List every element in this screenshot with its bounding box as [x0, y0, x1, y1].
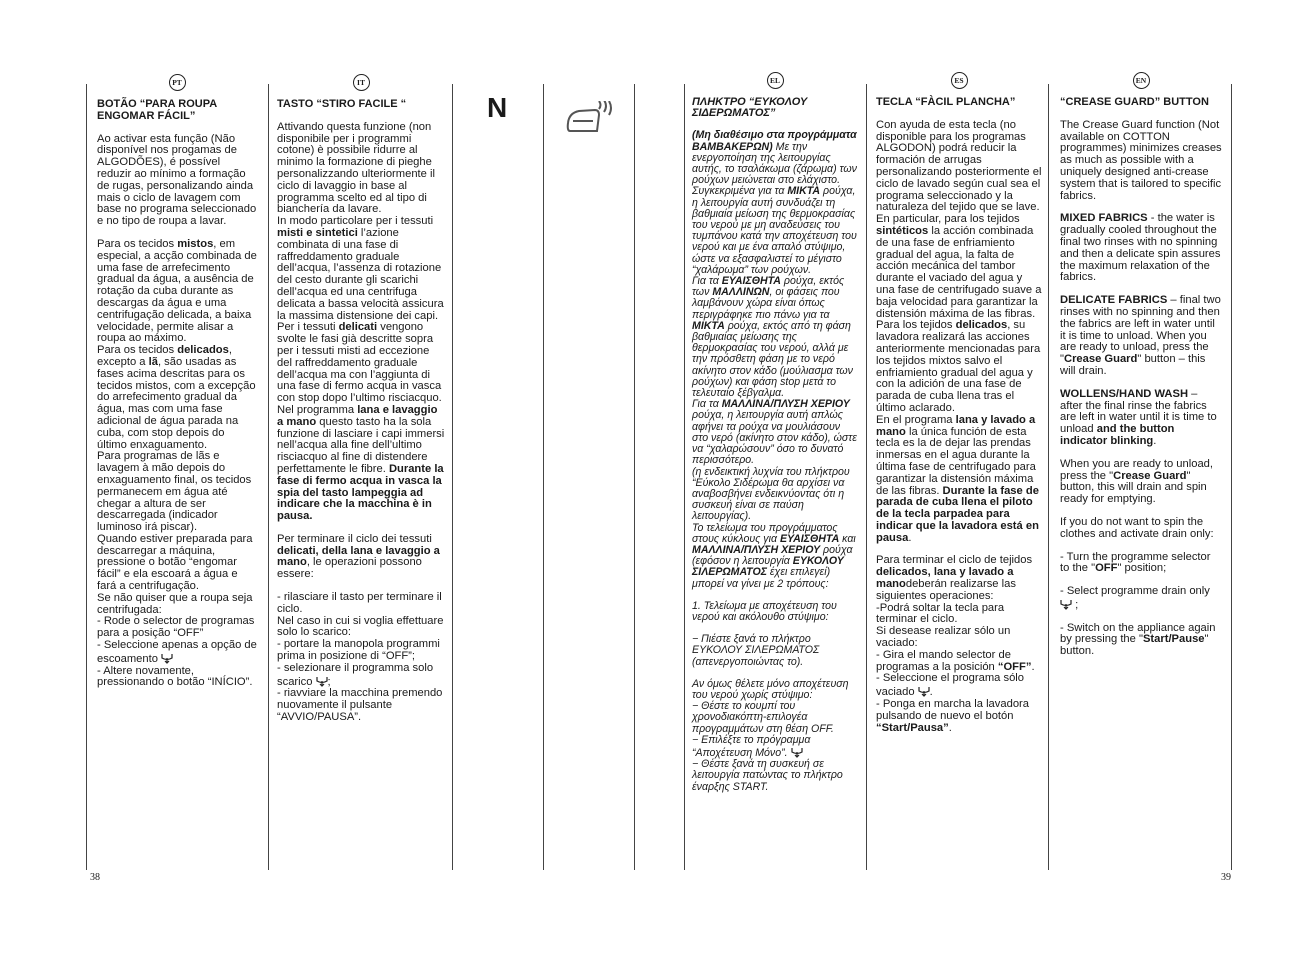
paragraph: The Crease Guard function (Not available on COTTON programmes) minimizes creases as much as possible with a uniquely designed anti-crease system that is tailored to specific fabrics. — [1060, 118, 1222, 202]
paragraph: − Πιέστε ξανά το πλήκτρο ΕΥΚΟΛΟΥ ΣΙΛΕΡΩΜΑΤΟΣ (απενεργοποιώντας το). — [692, 633, 820, 668]
paragraph: Per i tessuti delicati vengono svolte le fasi già descritte sopra per i tessuti misti ad eccezione del raffreddamento graduale dell’acqua ma con l’aggiunta di una fase di fermo acqua in vasca con stop dopo l’ultimo risciacquo. — [277, 321, 442, 405]
paragraph: Nel programma lana e lavaggio a mano questo tasto ha la sola funzione di lasciare i capi immersi nell’acqua alla fine dell’ultimo risciacquo al fine di distendere perfettamente le fibre. Durante la fase di fermo acqua in vasca la spia del tasto lampeggia ad indicare che la macchina è in pausa. — [277, 403, 445, 523]
column-el — [692, 72, 858, 793]
drain-icon — [316, 675, 328, 687]
column-it — [277, 74, 445, 724]
language-badge-es: ES — [951, 72, 968, 89]
paragraph: Για τα ΕΥΑΙΣΘΗΤΑ ρούχα, εκτός των ΜΑΛΛΙΝΩΝ, οι φάσεις που λαμβάνουν χώρα είναι όπως περιγράφηκε πιο πάνω για τα ΜΙΚΤΑ ρούχα, εκτός από τη φάση βαθμιαίας μείωσης της θερμοκρασίας του νερού, αλλά με την πρόσθετη φάση με το νερό ακίνητο στον κάδο (μούλιασμα των ρούχων) και φάση stop μετά το τελευταίο ξέβγαλμα. — [692, 275, 853, 400]
paragraph: En particular, para los tejidos sintéticos la acción combinada de una fase de enfriamiento gradual del agua, la falta de acción mecánica del tambor durante el vaciado del agua y una fase de centrifugado suave a baja velocidad para garantizar la distensión máxima de las fibras. — [876, 213, 1042, 320]
paragraph: - Select programme drain only ; — [1060, 585, 1210, 611]
column-divider — [634, 84, 635, 870]
column-divider — [268, 84, 269, 870]
paragraph: Για τα ΜΑΛΛΙΝΑ/ΠΛΥΣΗ ΧΕΡΙΟΥ ρούχα, η λειτουργία αυτή απλώς αφήνει τα ρούχα να μουλιάσουν στο νερό (ακίνητο στον κάδο), ώστε να “χαλαρώσουν” όσο το δυνατό περισσότερο. — [692, 398, 857, 467]
column-pt — [97, 74, 257, 689]
paragraph: (Μη διαθέσιμο στα προγράμματα ΒΑΜΒΑΚΕΡΩΝ) Με την ενεργοποίηση της λειτουργίας αυτής, το τσαλάκωμα (ζάρωμα) των ρούχων μειώνεται στο ελάχιστο. — [692, 129, 857, 187]
paragraph: Para los tejidos delicados, su lavadora realizará las acciones anteriormente mencionadas para los tejidos mixtos salvo el enfriamiento gradual del agua y con la adición de una fase de parada de cuba llena tras el último aclarado. — [876, 319, 1041, 414]
paragraph: Συγκεκριμένα για τα ΜΙΚΤΑ ρούχα, η λειτουργία αυτή συνδυάζει τη βαθμιαία μείωση της θερμοκρασίας του νερού με μη αναδεύσεις του τυμπάνου κατά την αποχέτευση του νερού και με ένα απαλό στύψιμο, ώστε να εξασφαλιστεί το μέγιστο “χαλάρωμα” των ρούχων. — [692, 185, 857, 276]
column-divider — [866, 84, 867, 870]
language-badge-el: EL — [767, 72, 784, 89]
paragraph: Para terminar el ciclo de tejidos delicados, lana y lavado a manodeberán realizarse las siguientes operaciones: — [876, 554, 1033, 602]
paragraph: 1. Τελείωμα με αποχέτευση του νερού και ακόλουθο στύψιμο: — [692, 599, 837, 623]
paragraph: Para os tecidos mistos, em especial, a acção combinada de uma fase de arrefecimento gradual da água, a ausência de rotação da cuba durante as descargas da água e uma centrifugação delicada, a baixa velocidade, permite alisar a roupa ao máximo. — [97, 237, 257, 345]
paragraph: -Podrá soltar la tecla para terminar el ciclo. — [876, 601, 1005, 626]
paragraph: - Switch on the appliance again by pressing the "Start/Pause" button. — [1060, 621, 1216, 658]
paragraph: - Seleccione el programa sólo vaciado . — [876, 672, 1024, 699]
paragraph: WOLLENS/HAND WASH – after the final rinse the fabrics are left in water until it is time to unload and the button indicator blinking. — [1060, 387, 1217, 447]
column-divider — [1231, 84, 1232, 870]
column-es — [876, 72, 1042, 734]
paragraph: DELICATE FABRICS – final two rinses with no spinning and then the fabrics are left in water until it is time to unload. When you are ready to unload, press the "Crease Guard" button – this will drain. — [1060, 294, 1221, 377]
paragraph: - Seleccione apenas a opção de escoamento — [97, 639, 257, 665]
paragraph: In modo particolare per i tessuti misti e sintetici l’azione combinata di una fase di raffreddamento graduale dell’acqua, l’assenza di rotazione del cesto durante gli scarichi dell’acqua ed una centrifuga delicata a bassa velocità assicura la massima distensione dei capi. — [277, 215, 444, 322]
paragraph: Se não quiser que a roupa seja centrifugada: — [97, 591, 253, 616]
column-divider — [1048, 84, 1049, 870]
column-divider — [452, 84, 453, 870]
paragraph: - portare la manopola programmi prima in posizione di “OFF”; — [277, 638, 440, 663]
column-en — [1060, 72, 1222, 669]
paragraph: − Επιλέξτε το πρόγραμμα “Αποχέτευση Μόνο”. — [692, 733, 811, 759]
paragraph: Si desease realizar sólo un vaciado: — [876, 625, 1011, 650]
language-badge-it: IT — [353, 74, 370, 91]
paragraph: - Rode o selector de programas para a posição “OFF” — [97, 615, 255, 640]
language-badge-pt: PT — [169, 74, 186, 91]
paragraph: Per terminare il ciclo dei tessuti delicati, della lana e lavaggio a mano, le operazioni possono essere: — [277, 532, 440, 581]
section-title: BOTÃO “PARA ROUPA ENGOMAR FÁCIL” — [97, 98, 217, 122]
drain-icon — [1060, 598, 1072, 610]
paragraph: − Θέστε ξανά τη συσκευή σε λειτουργία πατώντας το πλήκτρο έναρξης START. — [692, 758, 843, 793]
language-badge-en: EN — [1133, 72, 1150, 89]
section-letter: N — [487, 92, 508, 123]
column-divider — [684, 84, 685, 870]
paragraph: MIXED FABRICS - the water is gradually cooled throughout the final two rinses with no spinning and then a delicate spin assures the maximum relaxation of the fabrics. — [1060, 212, 1221, 284]
paragraph: Ao activar esta função (Não disponível nos progamas de ALGODÕES), é possível reduzir ao mínimo a formação de rugas, personalizando ainda mais o ciclo de lavagem com base no programa seleccionado e no tipo de roupa a lavar. — [97, 132, 257, 228]
section-title: “CREASE GUARD” BUTTON — [1060, 96, 1209, 108]
paragraph: - Gira el mando selector de programas a la posición “OFF”. — [876, 648, 1035, 673]
paragraph: Αν όμως θέλετε μόνο αποχέτευση του νερού χωρίς στύψιμο: — [692, 677, 849, 701]
page-number-right: 39 — [1221, 872, 1231, 883]
paragraph: If you do not want to spin the clothes and activate drain only: — [1060, 515, 1214, 540]
iron-icon — [565, 101, 615, 137]
paragraph: Para os tecidos delicados, excepto a lã, são usadas as fases acima descritas para os tecidos mistos, com a excepção do arrefecimento gradual da água, mas com uma fase adicional de água parada na cuba, com stop depois do último enxaguamento. — [97, 344, 256, 451]
paragraph: − Θέστε το κουμπί του χρονοδιακόπτη-επιλογέα προγραμμάτων στη θέση OFF. — [692, 700, 834, 735]
paragraph: When you are ready to unload, press the "Crease Guard" button, this will drain and spin ready for emptying. — [1060, 457, 1213, 506]
drain-icon — [791, 746, 803, 758]
paragraph: - Ponga en marcha la lavadora pulsando de nuevo el botón “Start/Pausa”. — [876, 698, 1029, 734]
paragraph: - Turn the programme selector to the "OFF" position; — [1060, 550, 1211, 575]
drain-icon — [918, 685, 930, 697]
paragraph: Quando estiver preparada para descarregar a máquina, pressione o botão “engomar fácil” e ela escoará a água e fará a centrifugação. — [97, 532, 253, 593]
paragraph: Attivando questa funzione (non disponibile per i programmi cotone) è possibile ridurre al minimo la formazione di pieghe personalizzando ulteriormente il ciclo di lavaggio in base al programma scelto ed al tipo di bianchería da lavare. — [277, 120, 435, 216]
section-title: TASTO “STIRO FACILE “ — [277, 98, 407, 110]
paragraph: (η ενδεικτική λυχνία του πλήκτρου “Εύκολο Σιδέρωμα θα αρχίσει να αναβοσβήνει ενδεικνύοντας ότι η συσκευή είναι σε παύση λειτουργίας). — [692, 465, 850, 523]
paragraph: Para programas de lãs e lavagem à mão depois do enxaguamento final, os tecidos permanecem em água até chegar a altura de ser descarregada (indicador luminoso irá piscar). — [97, 450, 252, 534]
column-divider — [86, 84, 87, 870]
paragraph: - Altere novamente, pressionando o botão “INÍCIO”. — [97, 664, 253, 689]
paragraph: Το τελείωμα του προγράμματος στους κύκλους για ΕΥΑΙΣΘΗΤΑ και ΜΑΛΛΙΝΑ/ΠΛΥΣΗ ΧΕΡΙΟΥ ρούχα (εφόσον η λειτουργία ΕΥΚΟΛΟΥ ΣΙΛΕΡΩΜΑΤΟΣ έχει επιλεγεί) μπορεί να γίνει με 2 τρόπους: — [692, 521, 856, 590]
column-divider — [543, 84, 544, 870]
paragraph: - riavviare la macchina premendo nuovamente il pulsante “AVVIO/PAUSA”. — [277, 687, 443, 724]
section-title: ΠΛΗΚΤΡΟ “ΕΥΚΟΛΟΥ ΣΙΔΕΡΩΜΑΤΟΣ” — [692, 96, 808, 120]
paragraph: - selezionare il programma solo scarico ; — [277, 661, 434, 688]
drain-icon — [161, 652, 173, 664]
paragraph: - rilasciare il tasto per terminare il ciclo. — [277, 591, 442, 615]
paragraph: En el programa lana y lavado a mano la única función de esta tecla es la de dejar las prendas inmersas en el agua durante la última fase de centrifugado para garantizar la distensión máxima de las fibras. Durante la fase de parada de cuba llena el piloto de la tecla parpadea para indicar que la lavadora está en pausa. — [876, 413, 1039, 544]
section-title: TECLA “FÀCIL PLANCHA” — [876, 96, 1016, 108]
paragraph: Nel caso in cui si voglia effettuare solo lo scarico: — [277, 614, 444, 639]
page-number-left: 38 — [90, 872, 100, 883]
paragraph: Con ayuda de esta tecla (no disponible para los programas ALGODON) podrá reducir la formación de arrugas personalizando posteriormente el ciclo de lavado según cual sea el programa seleccionado y la naturaleza del tejido que se lave. — [876, 118, 1042, 214]
